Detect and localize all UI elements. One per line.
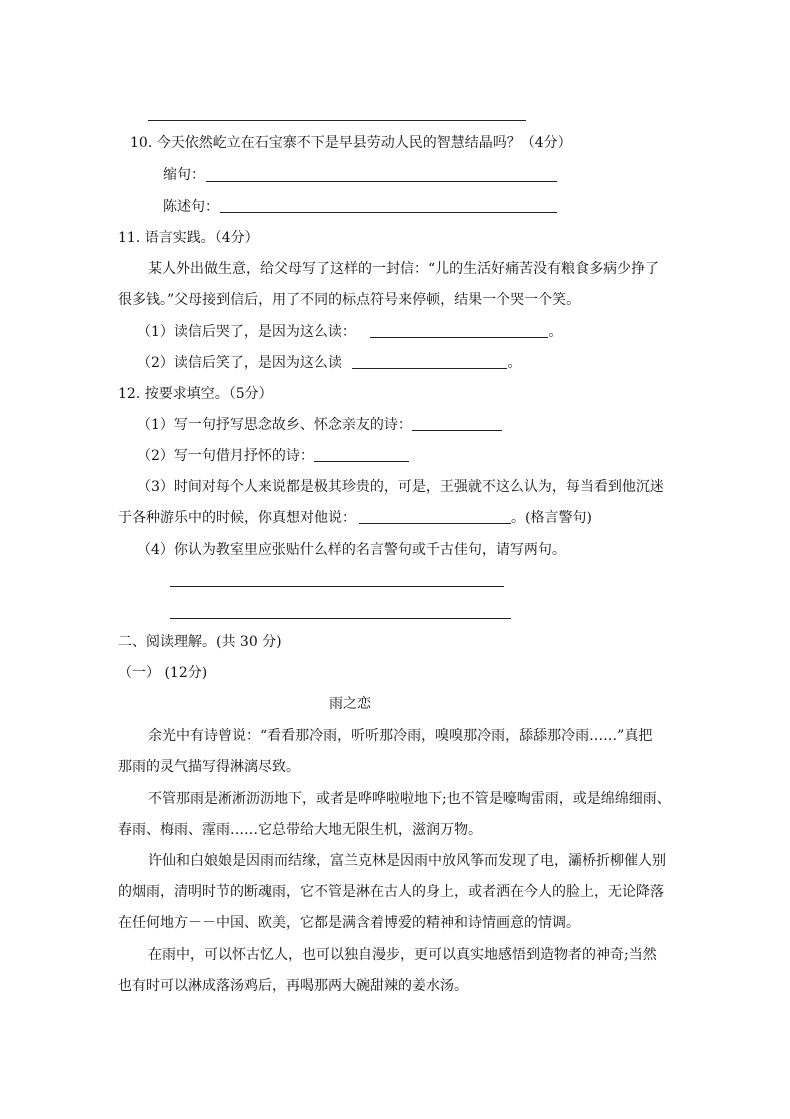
q11-sub2-period: 。 <box>507 355 522 371</box>
q12-sub3-text1: （3）时间对每个人来说都是极其珍贵的，可是，王强就不这么认为，每当看到他沉迷 <box>137 479 664 495</box>
q12-sub2 <box>137 446 409 466</box>
q11-sub1-blank[interactable] <box>370 323 548 338</box>
q11-sub2-text: （2）读信后笑了，是因为这么读 <box>137 355 342 371</box>
passage-text-5: 许仙和白娘娘是因雨而结缘，富兰克林是因雨中放风筝而发现了电，灞桥折柳催人别 <box>148 853 666 869</box>
q11-sub2-blank[interactable] <box>352 354 507 369</box>
q12-sub2-text: （2）写一句借月抒怀的诗： <box>137 448 314 464</box>
part1-heading-text: （一） (12分) <box>118 665 208 681</box>
q11-para-line1: 某人外出做生意，给父母写了这样的一封信：“儿的生活好痛苦没有粮食多病少挣了 <box>148 261 660 277</box>
q12-sub1 <box>137 415 502 435</box>
part1-heading <box>118 663 207 683</box>
q11-sub1 <box>137 322 562 342</box>
q11-title <box>118 228 259 248</box>
q10-label: 10. 今天依然屹立在石宝寨不下是早县劳动人民的智慧结晶吗？（4分） <box>130 135 572 151</box>
passage-line-3 <box>148 789 671 809</box>
passage-text-3: 不管那雨是淅淅沥沥地下，或者是哗哗啦啦地下;也不管是嚎啕雷雨，或是绵绵细雨、 <box>148 791 671 807</box>
passage-text-2: 那雨的灵气描写得淋漓尽致。 <box>118 759 300 775</box>
q12-sub3-tail: 。(格言警句) <box>511 510 592 526</box>
passage-text-8: 在雨中，可以怀古忆人，也可以独自漫步，更可以真实地感悟到造物者的神奇;当然 <box>148 947 657 963</box>
q11-para-1 <box>148 259 659 279</box>
q12-sub3-blank[interactable] <box>359 509 511 524</box>
q10-shorten-blank[interactable] <box>206 181 557 182</box>
q11-title-text: 11. 语言实践。（4分） <box>118 230 259 246</box>
q11-para-line2: 很多钱。”父母接到信后，用了不同的标点符号来停顿，结果一个哭一个笑。 <box>118 292 581 308</box>
q10-shorten-row <box>163 165 205 185</box>
passage-line-7 <box>118 913 580 933</box>
q10-text <box>130 133 572 153</box>
q11-sub1-text: （1）读信后哭了，是因为这么读： <box>137 324 356 340</box>
passage-line-2 <box>118 757 300 777</box>
q12-sub4-blank-2[interactable] <box>170 618 511 619</box>
q11-sub1-period: 。 <box>548 324 563 340</box>
passage-text-7: 在任何地方－－中国、欧美，它都是满含着博爱的精神和诗情画意的情调。 <box>118 915 580 931</box>
passage-line-8 <box>148 945 657 965</box>
q10-declarative-label: 陈述句： <box>163 199 219 215</box>
passage-title-text: 雨之恋 <box>329 696 371 712</box>
q11-sub2 <box>137 353 521 373</box>
passage-text-4: 春雨、梅雨、霪雨……它总带给大地无限生机，滋润万物。 <box>118 822 482 838</box>
q10-declarative-row <box>163 197 219 217</box>
q12-sub3-text2: 于各种游乐中的时候，你真想对他说： <box>118 510 356 526</box>
q12-sub1-text: （1）写一句抒写思念故乡、怀念亲友的诗： <box>137 417 412 433</box>
section2-heading <box>118 632 282 652</box>
passage-line-1 <box>148 726 652 746</box>
passage-line-4 <box>118 820 482 840</box>
q12-title-text: 12. 按要求填空。（5分） <box>118 386 273 402</box>
section2-heading-text: 二、阅读理解。(共 30 分) <box>118 634 282 650</box>
q12-sub4-blank-1[interactable] <box>170 586 504 587</box>
q12-sub3-line2 <box>118 508 592 528</box>
q10-declarative-blank[interactable] <box>220 212 557 213</box>
q12-sub2-blank[interactable] <box>314 447 409 462</box>
passage-line-9 <box>118 976 468 996</box>
q11-para-2 <box>118 290 580 310</box>
q12-sub1-blank[interactable] <box>412 416 502 431</box>
passage-title <box>0 694 745 714</box>
passage-line-6 <box>118 882 664 902</box>
passage-text-9: 也有时可以淋成落汤鸡后，再喝那两大碗甜辣的姜水汤。 <box>118 978 468 994</box>
q12-sub4 <box>137 540 566 560</box>
q12-sub3-line1 <box>137 477 664 497</box>
passage-text-6: 的烟雨，清明时节的断魂雨，它不管是淋在古人的身上，或者洒在今人的脸上，无论降落 <box>118 884 664 900</box>
q12-title <box>118 384 273 404</box>
q12-sub4-text: （4）你认为教室里应张贴什么样的名言警句或千古佳句，请写两句。 <box>137 542 566 558</box>
q10-shorten-label: 缩句： <box>163 167 205 183</box>
answer-line-top <box>148 120 526 121</box>
passage-text-1: 余光中有诗曾说：“看看那冷雨，听听那冷雨，嗅嗅那冷雨，舔舔那冷雨……”真把 <box>148 728 653 744</box>
passage-line-5 <box>148 851 666 871</box>
